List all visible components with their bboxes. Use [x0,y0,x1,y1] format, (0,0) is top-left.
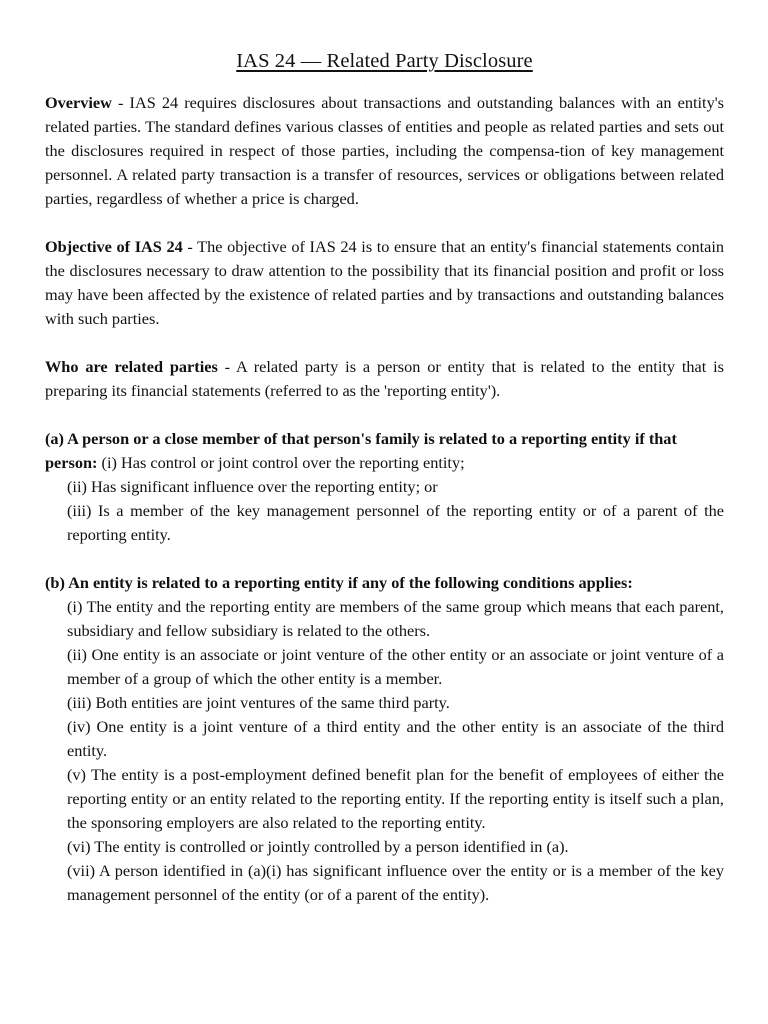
section-a-lead [45,427,724,475]
section-a-item-2: (ii) Has significant influence over the reporting entity; or [67,477,438,496]
section-b-item-6: (vi) The entity is controlled or jointly controlled by a person identified in (a). [67,837,569,856]
section-a-item-3: (iii) Is a member of the key management personnel of the reporting entity or of a parent of the reporting entity. [67,501,724,544]
objective-heading: Objective of IAS 24 [45,237,183,256]
section-b-item-3: (iii) Both entities are joint ventures of the same third party. [67,693,450,712]
overview-heading: Overview [45,93,112,112]
objective-paragraph [45,235,724,331]
section-a [45,427,724,547]
section-b-item-4: (iv) One entity is a joint venture of a third entity and the other entity is an associate of the third entity. [67,717,724,760]
section-a-heading: (a) A person or a close member of that person's family is related to a reporting entity if that person: [45,429,677,472]
related-parties-paragraph [45,355,724,403]
overview-paragraph [45,91,724,211]
section-b-item-2: (ii) One entity is an associate or joint venture of the other entity or an associate or joint venture of a member of a group of which the other entity is a member. [67,645,724,688]
section-b [45,571,724,907]
section-b-heading: (b) An entity is related to a reporting entity if any of the following conditions applies: [45,573,633,592]
section-a-item-1: (i) Has control or joint control over the reporting entity; [97,453,465,472]
overview-text: - IAS 24 requires disclosures about transactions and outstanding balances with an entity's related parties. The standard defines various classes of entities and people as related parties and sets out the disclosures required in respect of those parties, including the compensa-tion of key management personnel. A related party transaction is a transfer of resources, services or obligations between related parties, regardless of whether a price is charged. [45,93,724,208]
related-parties-heading: Who are related parties [45,357,218,376]
section-b-heading-line [45,571,724,595]
related-parties-text: - A related party is a person or entity that is related to the entity that is preparing its financial statements (referred to as the 'reporting entity'). [45,357,724,400]
section-b-item-1: (i) The entity and the reporting entity are members of the same group which means that each parent, subsidiary and fellow subsidiary is related to the others. [67,597,724,640]
objective-text: - The objective of IAS 24 is to ensure that an entity's financial statements contain the disclosures necessary to draw attention to the possibility that its financial position and profit or loss may have been affected by the existence of related parties and by transactions and outstanding balances with such parties. [45,237,724,328]
page-title: IAS 24 — Related Party Disclosure [236,50,533,72]
section-b-item-7: (vii) A person identified in (a)(i) has significant influence over the entity or is a member of the key management personnel of the entity (or of a parent of the entity). [67,861,724,904]
section-b-item-5: (v) The entity is a post-employment defined benefit plan for the benefit of employees of either the reporting entity or an entity related to the reporting entity. If the reporting entity is itself such a plan, the sponsoring employers are also related to the reporting entity. [67,765,724,832]
